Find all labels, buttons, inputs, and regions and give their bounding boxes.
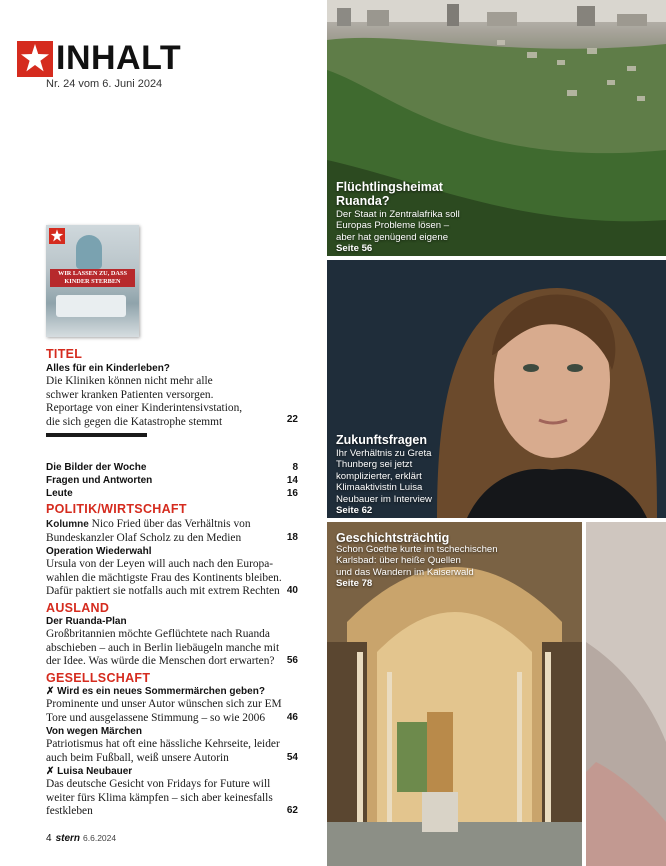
cover-stern-logo-icon [49, 228, 65, 244]
ruanda-line: Großbritannien möchte Geflüchtete nach Ruanda [46, 628, 270, 640]
neubauer-line: Das deutsche Gesicht von Fridays for Future will [46, 778, 271, 790]
maerchen-line: auch beim Fußball, weiß unsere Autorin [46, 751, 229, 764]
sommermaerchen-title: Wird es ein neues Sommermärchen geben? [57, 686, 265, 697]
zukunft-caption-title: Zukunftsfragen [336, 433, 427, 447]
zukunft-caption-line: Ihr Verhältnis zu Greta [336, 448, 432, 459]
toc-item-leute[interactable]: Leute [46, 488, 73, 499]
geschichte-caption-line: Schon Goethe kurte im tschechischen [336, 544, 498, 555]
footer-brand: stern [55, 833, 81, 844]
maerchen-page[interactable]: 54 [286, 752, 298, 763]
photo-karlsbad-colonnade[interactable] [327, 522, 582, 866]
wiederwahl-teaser [46, 558, 296, 599]
neubauer-line: weiter fürs Klima kämpfen – sich aber keinesfalls [46, 791, 273, 804]
sommer-line: Tore und ausgelassene Stimmung – so wie 2006 [46, 711, 266, 724]
neubauer-teaser [46, 778, 296, 819]
partial-photo-illustration [586, 522, 666, 866]
cover-headline-line-2: KINDER STERBEN [64, 278, 121, 285]
titel-teaser [46, 375, 296, 429]
wiederwahl-page[interactable]: 40 [286, 585, 298, 596]
titel-line: Reportage von einer Kinderintensivstation, [46, 402, 243, 415]
zukunft-caption-line: Thunberg sei jetzt [336, 459, 413, 471]
sommermaerchen-teaser [46, 698, 296, 725]
titel-page[interactable]: 22 [286, 414, 298, 425]
divider-rule [46, 433, 147, 437]
ruanda-line: der Idee. Was würde die Menschen dort erwarten? [46, 655, 275, 668]
ruanda-title-line: Flüchtlingsheimat [336, 180, 443, 194]
feather-icon: ✗ [46, 686, 55, 697]
ruanda-title-line: Ruanda? [336, 194, 390, 208]
neubauer-line: festkleben [46, 805, 93, 818]
zukunft-caption-line: komplizierter, erklärt [336, 470, 422, 482]
maerchen-heading[interactable]: Von wegen Märchen [46, 726, 142, 737]
section-politik-wirtschaft: POLITIK/WIRTSCHAFT [46, 502, 187, 516]
titel-line: Die Kliniken können nicht mehr alle [46, 375, 213, 387]
wiederwahl-heading[interactable]: Operation Wiederwahl [46, 546, 152, 557]
footer-page-number: 4 [46, 833, 52, 844]
photo-partial-right[interactable] [586, 522, 666, 866]
neubauer-title: Luisa Neubauer [57, 766, 133, 777]
maerchen-line: Patriotismus hat oft eine hässliche Kehrseite, leider [46, 738, 280, 750]
section-gesellschaft: GESELLSCHAFT [46, 671, 151, 685]
neubauer-page[interactable]: 62 [286, 805, 298, 816]
sommer-line: Prominente und unser Autor wünschen sich zur EM [46, 698, 282, 710]
magazine-cover-thumbnail[interactable] [46, 225, 139, 337]
titel-line: die sich gegen die Katastrophe stemmt [46, 415, 223, 428]
ruanda-caption-title [336, 180, 443, 208]
zukunft-caption-line: Neubauer im Interview [336, 493, 432, 505]
toc-item-bilder[interactable]: Die Bilder der Woche [46, 462, 147, 473]
titel-line: schwer kranken Patienten versorgen. [46, 388, 214, 401]
sommermaerchen-heading[interactable] [46, 686, 265, 697]
ruanda-caption-page: Seite 56 [336, 243, 373, 255]
zukunft-caption-line: Klimaaktivistin Luisa [336, 482, 423, 494]
sommermaerchen-page[interactable]: 46 [286, 712, 298, 723]
geschichte-caption-body [336, 544, 498, 590]
cover-hospital-bed [56, 295, 126, 317]
ruanda-caption-line: Der Staat in Zentralafrika soll [336, 209, 460, 220]
kolumne-line: Nico Fried über das Verhältnis von [91, 518, 251, 530]
wiederwahl-line: Dafür paktiert sie notfalls auch mit extrem Rechten [46, 585, 280, 598]
kolumne-label: Kolumne [46, 519, 89, 530]
neubauer-heading[interactable] [46, 766, 132, 777]
zukunft-caption-body [336, 448, 432, 516]
maerchen-teaser [46, 738, 296, 765]
cover-headline-line-1: WIR LASSEN ZU, DASS [58, 270, 127, 277]
ruanda-page[interactable]: 56 [286, 655, 298, 666]
page-footer [46, 833, 116, 844]
kolumne-entry[interactable] [46, 518, 296, 545]
toc-page[interactable]: 16 [286, 488, 298, 499]
photo-neubauer-portrait[interactable] [327, 260, 666, 518]
geschichte-caption-title: Geschichtsträchtig [336, 531, 450, 545]
wiederwahl-line: wahlen die mächtigste Frau des Kontinents bleiben. [46, 571, 282, 584]
feather-icon: ✗ [46, 766, 55, 777]
ruanda-caption-line: aber hat genügend eigene [336, 231, 449, 243]
ruanda-teaser [46, 628, 296, 669]
page-title: INHALT [56, 39, 182, 77]
ruanda-caption-body [336, 209, 460, 255]
section-titel: TITEL [46, 347, 83, 361]
toc-page[interactable]: 14 [286, 475, 298, 486]
geschichte-caption-line: und das Wandern im Kaiserwald [336, 566, 474, 578]
cover-nurse-figure [76, 235, 102, 269]
footer-date: 6.6.2024 [83, 833, 117, 843]
zukunft-caption-page: Seite 62 [336, 505, 373, 517]
kolumne-line: Bundeskanzler Olaf Scholz zu den Medien [46, 531, 242, 544]
stern-logo-icon [17, 41, 53, 77]
toc-item-fragen[interactable]: Fragen und Antworten [46, 475, 153, 486]
photo-ruanda[interactable] [327, 0, 666, 256]
issue-date: Nr. 24 vom 6. Juni 2024 [46, 78, 163, 90]
geschichte-caption-page: Seite 78 [336, 578, 373, 590]
cover-headline [50, 269, 135, 287]
wiederwahl-line: Ursula von der Leyen will auch nach den Europa- [46, 558, 274, 570]
geschichte-caption-line: Karlsbad: über heiße Quellen [336, 555, 461, 567]
ruanda-caption-line: Europas Probleme lösen – [336, 220, 450, 232]
kolumne-page[interactable]: 18 [286, 532, 298, 543]
toc-page[interactable]: 8 [292, 462, 298, 473]
ruanda-line: abschieben – auch in Berlin liebäugeln manche mit [46, 641, 280, 654]
titel-heading[interactable]: Alles für ein Kinderleben? [46, 363, 170, 374]
ruanda-heading[interactable]: Der Ruanda-Plan [46, 616, 127, 627]
section-ausland: AUSLAND [46, 601, 110, 615]
